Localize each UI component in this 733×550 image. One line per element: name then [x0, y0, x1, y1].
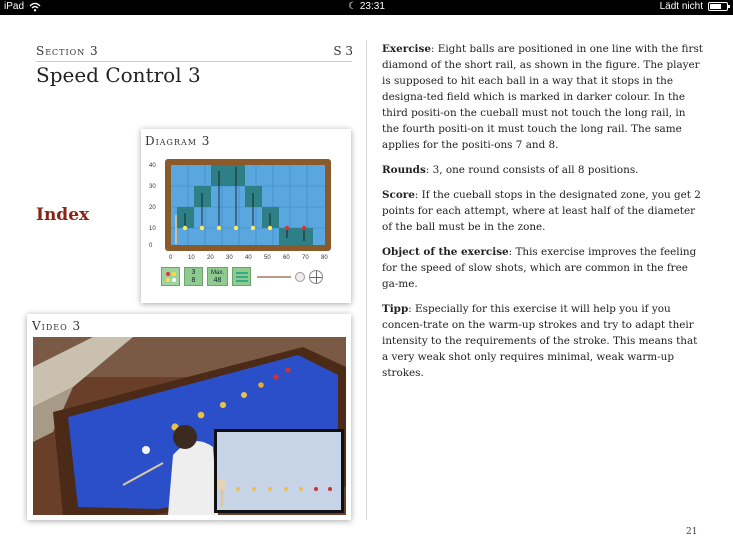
x-tick-label: 0 [169, 255, 173, 261]
y-tick-label: 0 [149, 243, 153, 249]
column-divider [366, 40, 367, 520]
section-label: Section 3 [36, 44, 99, 58]
diagram-controls [161, 267, 323, 286]
diagram-label: Diagram 3 [145, 134, 211, 148]
page-number: 21 [686, 527, 698, 537]
crosshair-icon[interactable] [309, 270, 323, 284]
billiard-diagram[interactable] [145, 153, 345, 263]
video-widget[interactable] [27, 314, 351, 520]
x-tick-label: 50 [264, 255, 271, 261]
x-tick-label: 70 [302, 255, 309, 261]
device-name: iPad [4, 1, 25, 12]
paragraph-exercise: Exercise: Eight balls are positioned in one line with the first diamond of the short rail, as shown in the figure. The player is supposed to hit each ball in a way that it stops in the designa-ted field which is marked in darker colour. In the third positi-on the cueball must not touch the long rail, in the fourth positi-on it must touch the long rail. The same applies for the positi-ons 7 and 8. [382, 43, 703, 151]
x-tick-label: 60 [283, 255, 290, 261]
page-title: Speed Control 3 [36, 63, 201, 87]
x-tick-label: 30 [226, 255, 233, 261]
balls-preset-button[interactable] [161, 267, 180, 286]
diagram-widget[interactable] [141, 129, 351, 303]
speed-slider[interactable] [257, 276, 291, 278]
paragraph-score: Score: If the cueball stops in the designated zone, you get 2 points for each attempt, where at least half of the diameter of the ball must be in the zone. [382, 189, 701, 233]
cueball-icon[interactable] [295, 272, 305, 282]
section-rule [36, 61, 352, 62]
moon-icon: ☾ [348, 1, 358, 12]
video-label: Video 3 [32, 319, 82, 333]
y-tick-label: 10 [149, 226, 156, 232]
battery-icon [708, 2, 728, 11]
paragraph-rounds: Rounds: 3, one round consists of all 8 positions. [382, 164, 639, 176]
paragraph-tipp: Tipp: Especially for this exercise it will help you if you concen-trate on the warm-up strokes and try to adapt their intensity to the requirements of the stroke. This means that a very weak shot only requires minimal, weak warm-up strokes. [382, 303, 698, 379]
x-tick-label: 10 [188, 255, 195, 261]
body-text [382, 41, 704, 390]
max-score[interactable]: Max. 48 [207, 267, 228, 286]
x-tick-label: 20 [207, 255, 214, 261]
section-short: S 3 [333, 44, 353, 58]
battery-label: Lädt nicht [659, 1, 703, 12]
video-player[interactable] [33, 337, 346, 515]
round-counter[interactable]: 3 8 [184, 267, 203, 286]
index-link[interactable]: Index [36, 205, 90, 225]
score-table-button[interactable] [232, 267, 251, 286]
paragraph-object: Object of the exercise: This exercise improves the feeling for the speed of slow shots, which are common in the free ga-me. [382, 246, 697, 290]
y-tick-label: 20 [149, 205, 156, 211]
status-bar [0, 0, 733, 15]
y-tick-label: 40 [149, 163, 156, 169]
inset-cloth [217, 432, 341, 510]
y-tick-label: 30 [149, 184, 156, 190]
clock: 23:31 [359, 1, 385, 12]
x-tick-label: 40 [245, 255, 252, 261]
x-tick-label: 80 [321, 255, 328, 261]
